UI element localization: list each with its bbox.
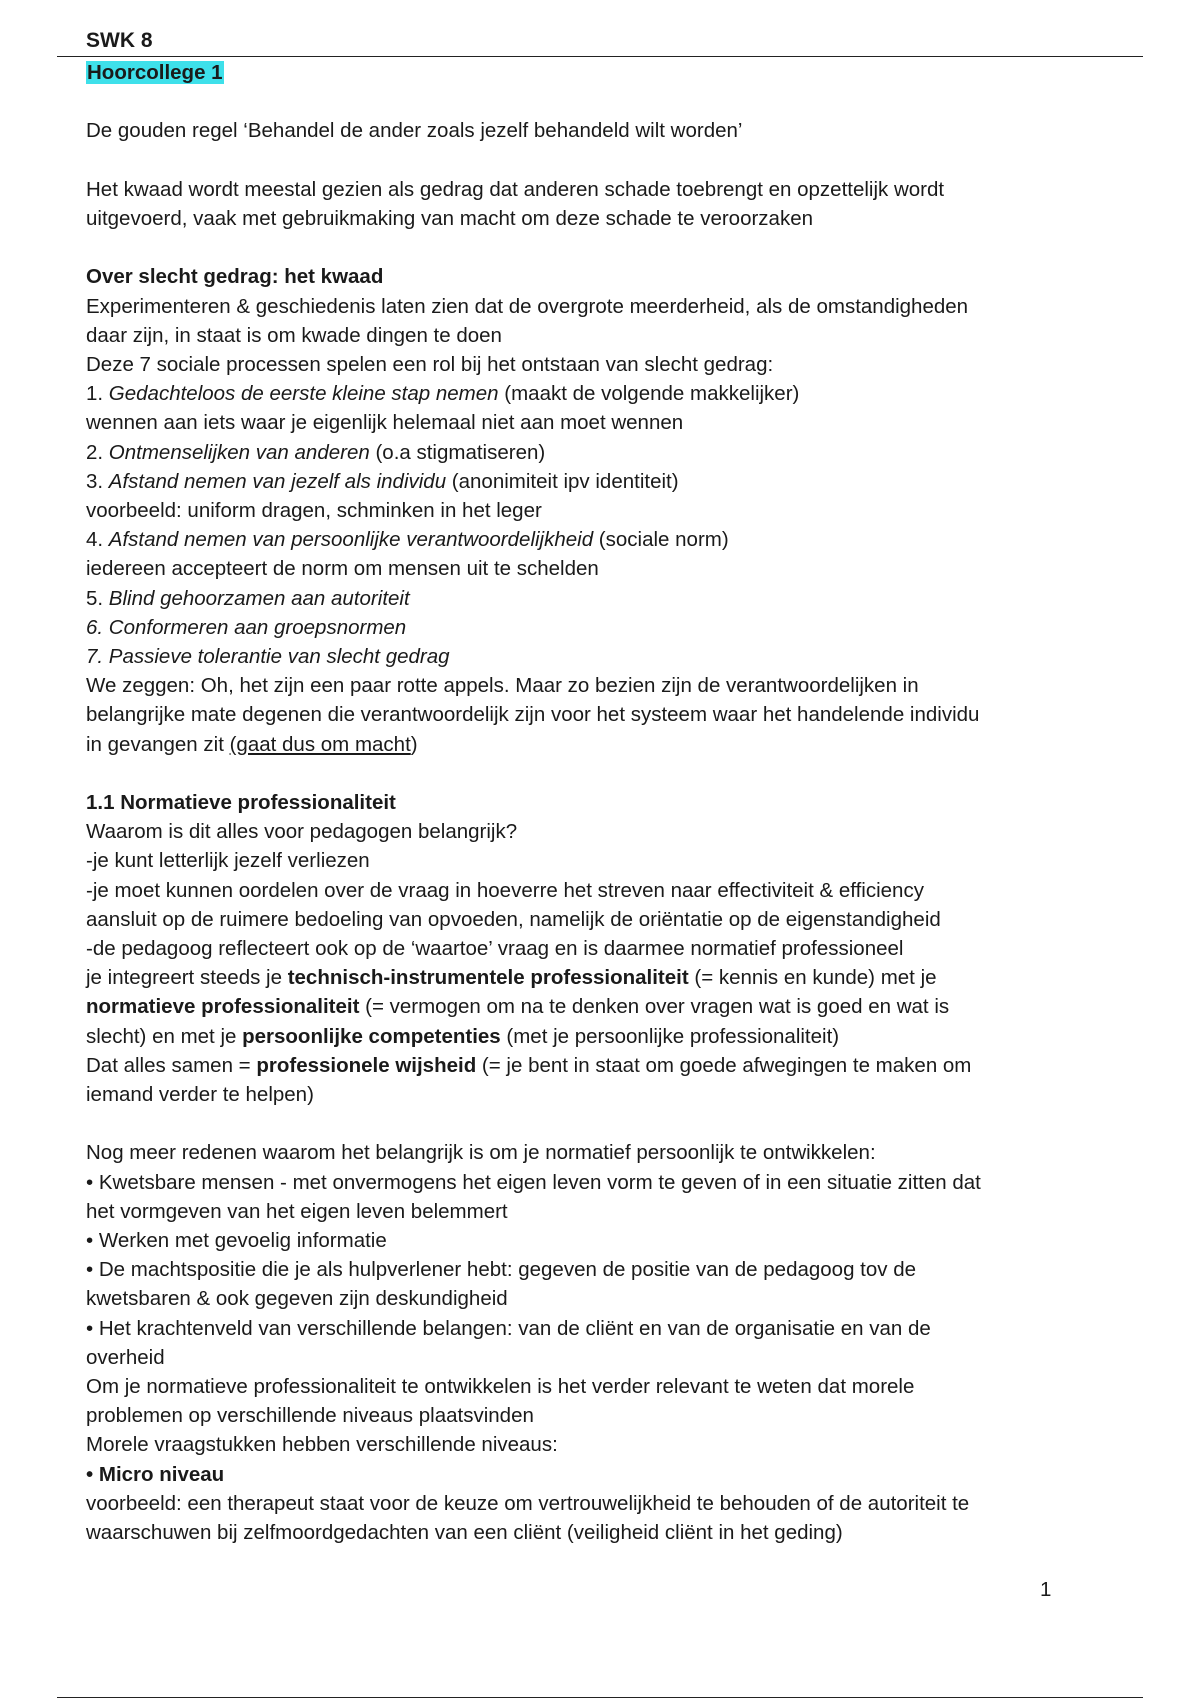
dash-item: -de pedagoog reflecteert ook op de ‘waartoe’ vraag en is daarmee normatief professioneel (86, 937, 904, 961)
page-number: 1 (1040, 1578, 1052, 1601)
bullet-item-continued: het vormgeven van het eigen leven belemmert (86, 1199, 508, 1223)
paragraph-line: voorbeeld: een therapeut staat voor de keuze om vertrouwelijkheid te behouden of de autoriteit te (86, 1491, 970, 1515)
paragraph-line: iemand verder te helpen) (86, 1083, 314, 1107)
paragraph-line (86, 963, 1086, 992)
spacer (86, 87, 1086, 116)
dash-item-continued: aansluit op de ruimere bedoeling van opvoeden, namelijk de oriëntatie op de eigenstandigheid (86, 907, 941, 931)
bullet-item-micro-level: • Micro niveau (86, 1462, 225, 1486)
text-run: slecht) en met je (86, 1024, 243, 1048)
paragraph-line: We zeggen: Oh, het zijn een paar rotte appels. Maar zo bezien zijn de verantwoordelijken in (86, 674, 919, 698)
process-note: (anonimiteit ipv identiteit) (446, 469, 679, 493)
paragraph-line: Deze 7 sociale processen spelen een rol bij het ontstaan van slecht gedrag: (86, 352, 774, 376)
dash-item: -je kunt letterlijk jezelf verliezen (86, 849, 370, 873)
process-number: 5. (86, 586, 109, 610)
process-number: 1. (86, 382, 109, 406)
process-number: 2. (86, 440, 109, 464)
paragraph-line: daar zijn, in staat is om kwade dingen te doen (86, 323, 502, 347)
bold-term: technisch-instrumentele professionaliteit (287, 966, 689, 990)
process-note: (sociale norm) (593, 528, 729, 552)
evil-definition-line: uitgevoerd, vaak met gebruikmaking van macht om deze schade te veroorzaken (86, 206, 813, 230)
evil-definition-line: Het kwaad wordt meestal gezien als gedrag dat anderen schade toebrengt en opzettelijk wordt (86, 177, 945, 201)
process-explanation: wennen aan iets waar je eigenlijk helemaal niet aan moet wennen (86, 411, 684, 435)
text-run: (= kennis en kunde) met je (688, 966, 937, 990)
bullet-item: • Werken met gevoelig informatie (86, 1229, 387, 1253)
process-item (86, 379, 1086, 408)
spacer (86, 233, 1086, 262)
process-number: 4. (86, 528, 109, 552)
text-run: in gevangen zit (86, 732, 230, 756)
text-run: (met je persoonlijke professionaliteit) (500, 1024, 840, 1048)
process-name: Gedachteloos de eerste kleine stap nemen (108, 382, 499, 406)
bold-term: normatieve professionaliteit (86, 995, 360, 1019)
spacer (86, 1109, 1086, 1138)
process-name: Ontmenselijken van anderen (108, 440, 370, 464)
paragraph-line (86, 1022, 1086, 1051)
process-item (86, 438, 1086, 467)
document-body (86, 58, 1086, 1547)
paragraph-line: Nog meer redenen waarom het belangrijk is om je normatief persoonlijk te ontwikkelen: (86, 1141, 876, 1165)
golden-rule: De gouden regel ‘Behandel de ander zoals jezelf behandeld wilt worden’ (86, 119, 743, 143)
process-note: (o.a stigmatiseren) (369, 440, 546, 464)
text-run: (= je bent in staat om goede afwegingen te maken om (476, 1053, 972, 1077)
process-number: 3. (86, 469, 109, 493)
dash-item: -je moet kunnen oordelen over de vraag in hoeverre het streven naar effectiviteit & efficiency (86, 878, 924, 902)
process-item (86, 467, 1086, 496)
text-run: (= vermogen om na te denken over vragen wat is goed en wat is (359, 995, 950, 1019)
process-name: Afstand nemen van persoonlijke verantwoordelijkheid (108, 528, 594, 552)
section-heading-evil: Over slecht gedrag: het kwaad (86, 265, 384, 289)
lecture-label-line (86, 58, 1086, 87)
footer-divider (57, 1697, 1143, 1698)
paragraph-line (86, 730, 1086, 759)
bold-term: professionele wijsheid (256, 1053, 477, 1077)
paragraph-line: waarschuwen bij zelfmoordgedachten van een cliënt (veiligheid cliënt in het geding) (86, 1521, 843, 1545)
spacer (86, 146, 1086, 175)
paragraph-line: Waarom is dit alles voor pedagogen belangrijk? (86, 820, 518, 844)
paragraph-line: Experimenteren & geschiedenis laten zien dat de overgrote meerderheid, als de omstandigheden (86, 294, 969, 318)
header-divider (57, 56, 1143, 57)
process-item: 6. Conformeren aan groepsnormen (86, 615, 407, 639)
bullet-item: • Het krachtenveld van verschillende belangen: van de cliënt en van de organisatie en van de (86, 1316, 931, 1340)
bullet-item-continued: kwetsbaren & ook gegeven zijn deskundigheid (86, 1287, 508, 1311)
lecture-label: Hoorcollege 1 (87, 61, 223, 84)
process-explanation: voorbeeld: uniform dragen, schminken in het leger (86, 499, 542, 522)
spacer (86, 759, 1086, 788)
document-header-title: SWK 8 (86, 29, 153, 52)
paragraph-line (86, 1051, 1086, 1080)
bullet-item: • De machtspositie die je als hulpverlener hebt: gegeven de positie van de pedagoog tov de (86, 1258, 917, 1282)
process-note: (maakt de volgende makkelijker) (498, 382, 800, 406)
paragraph-line: Om je normatieve professionaliteit te ontwikkelen is het verder relevant te weten dat morele (86, 1375, 915, 1399)
paragraph-line (86, 992, 1086, 1021)
text-run: ) (410, 732, 418, 756)
process-name: Afstand nemen van jezelf als individu (108, 469, 447, 493)
process-explanation: iedereen accepteert de norm om mensen uit te schelden (86, 557, 599, 581)
bold-term: persoonlijke competenties (242, 1024, 501, 1048)
paragraph-line: belangrijke mate degenen die verantwoordelijk zijn voor het systeem waar het handelende individu (86, 703, 980, 727)
process-item: 7. Passieve tolerantie van slecht gedrag (86, 645, 450, 669)
section-heading-normative: 1.1 Normatieve professionaliteit (86, 791, 396, 815)
paragraph-line: problemen op verschillende niveaus plaatsvinden (86, 1404, 534, 1428)
process-name: Blind gehoorzamen aan autoriteit (108, 586, 410, 610)
text-run: je integreert steeds je (86, 966, 288, 990)
process-item (86, 525, 1086, 554)
bullet-item: • Kwetsbare mensen - met onvermogens het eigen leven vorm te geven of in een situatie zitten dat (86, 1170, 981, 1194)
text-run: Dat alles samen = (86, 1053, 257, 1077)
paragraph-line: Morele vraagstukken hebben verschillende niveaus: (86, 1433, 558, 1457)
process-item (86, 584, 1086, 613)
bullet-item-continued: overheid (86, 1345, 165, 1369)
underlined-text: (gaat dus om macht (229, 732, 411, 756)
